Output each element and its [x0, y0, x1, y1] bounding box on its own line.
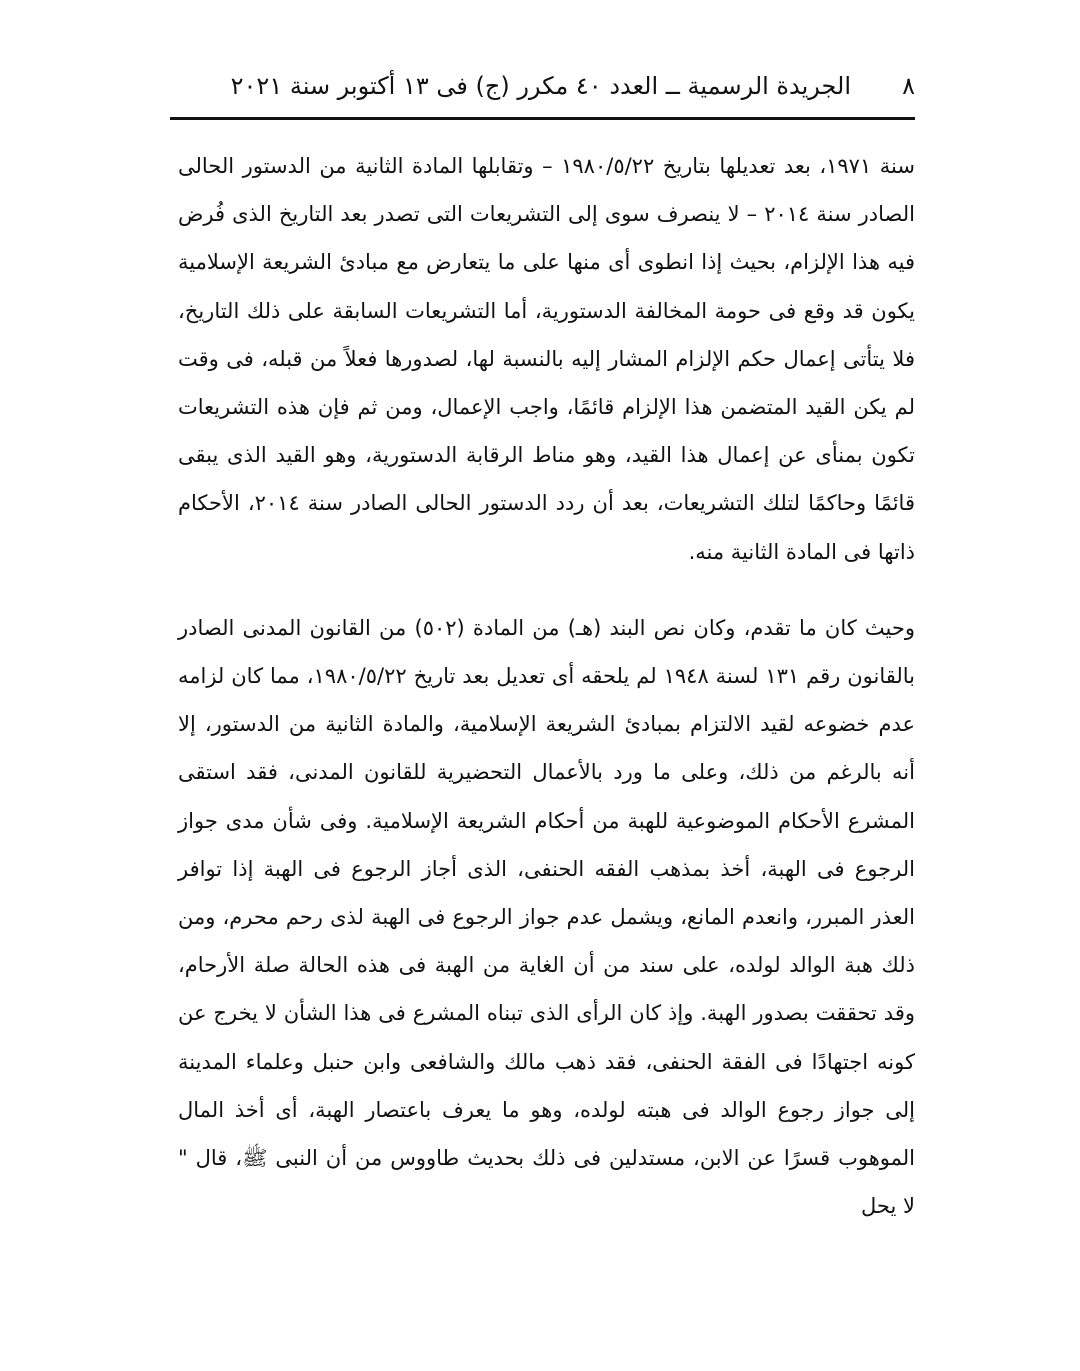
body-paragraph-1: سنة ١٩٧١، بعد تعديلها بتاريخ ١٩٨٠/٥/٢٢ – وتقابلها المادة الثانية من الدستور الحالى الصادر سنة ٢٠١٤ – لا ينصرف سوى إلى التشريعات التى تصدر بعد التاريخ الذى فُرض فيه هذا الإلزام، بحيث إذا انطوى أى منها على ما يتعارض مع مبادئ الشريعة الإسلامية يكون قد وقع فى حومة المخالفة الدستورية، أما التشريعات السابقة على ذلك التاريخ، فلا يتأتى إعمال حكم الإلزام المشار إليه بالنسبة لها، لصدورها فعلاً من قبله، فى وقت لم يكن القيد المتضمن هذا الإلزام قائمًا، واجب الإعمال، ومن ثم فإن هذه التشريعات تكون بمنأى عن إعمال هذا القيد، وهو مناط الرقابة الدستورية، وهو القيد الذى يبقى قائمًا وحاكمًا لتلك التشريعات، بعد أن ردد الدستور الحالى الصادر سنة ٢٠١٤، الأحكام ذاتها فى المادة الثانية منه. [178, 154, 915, 564]
page-number: ٨ [902, 72, 915, 100]
body-paragraph-2: وحيث كان ما تقدم، وكان نص البند (هـ) من المادة (٥٠٢) من القانون المدنى الصادر بالقانون رقم ١٣١ لسنة ١٩٤٨ لم يلحقه أى تعديل بعد تاريخ ١٩٨٠/٥/٢٢، مما كان لزامه عدم خضوعه لقيد الالتزام بمبادئ الشريعة الإسلامية، والمادة الثانية من الدستور، إلا أنه بالرغم من ذلك، وعلى ما ورد بالأعمال التحضيرية للقانون المدنى، فقد استقى المشرع الأحكام الموضوعية للهبة من أحكام الشريعة الإسلامية. وفى شأن مدى جواز الرجوع فى الهبة، أخذ بمذهب الفقه الحنفى، الذى أجاز الرجوع فى الهبة إذا توافر العذر المبرر، وانعدم المانع، ويشمل عدم جواز الرجوع فى الهبة لذى رحم محرم، ومن ذلك هبة الوالد لولده، على سند من أن الغاية من الهبة فى هذه الحالة صلة الأرحام، وقد تحققت بصدور الهبة. وإذ كان الرأى الذى تبناه المشرع فى هذا الشأن لا يخرج عن كونه اجتهادًا فى الفقة الحنفى، فقد ذهب مالك والشافعى وابن حنبل وعلماء المدينة إلى جواز رجوع الوالد فى هبته لولده، وهو ما يعرف باعتصار الهبة، أى أخذ المال الموهوب قسرًا عن الابن، مستدلين فى ذلك بحديث طاووس من أن النبى ﷺ، قال " لا يحل [178, 615, 915, 1219]
page-header [170, 68, 915, 112]
body-text [178, 142, 915, 1230]
running-title: الجريدة الرسمية ــ العدد ٤٠ مكرر (ج) فى ١٣ أكتوبر سنة ٢٠٢١ [230, 72, 851, 100]
header-divider [170, 117, 915, 120]
